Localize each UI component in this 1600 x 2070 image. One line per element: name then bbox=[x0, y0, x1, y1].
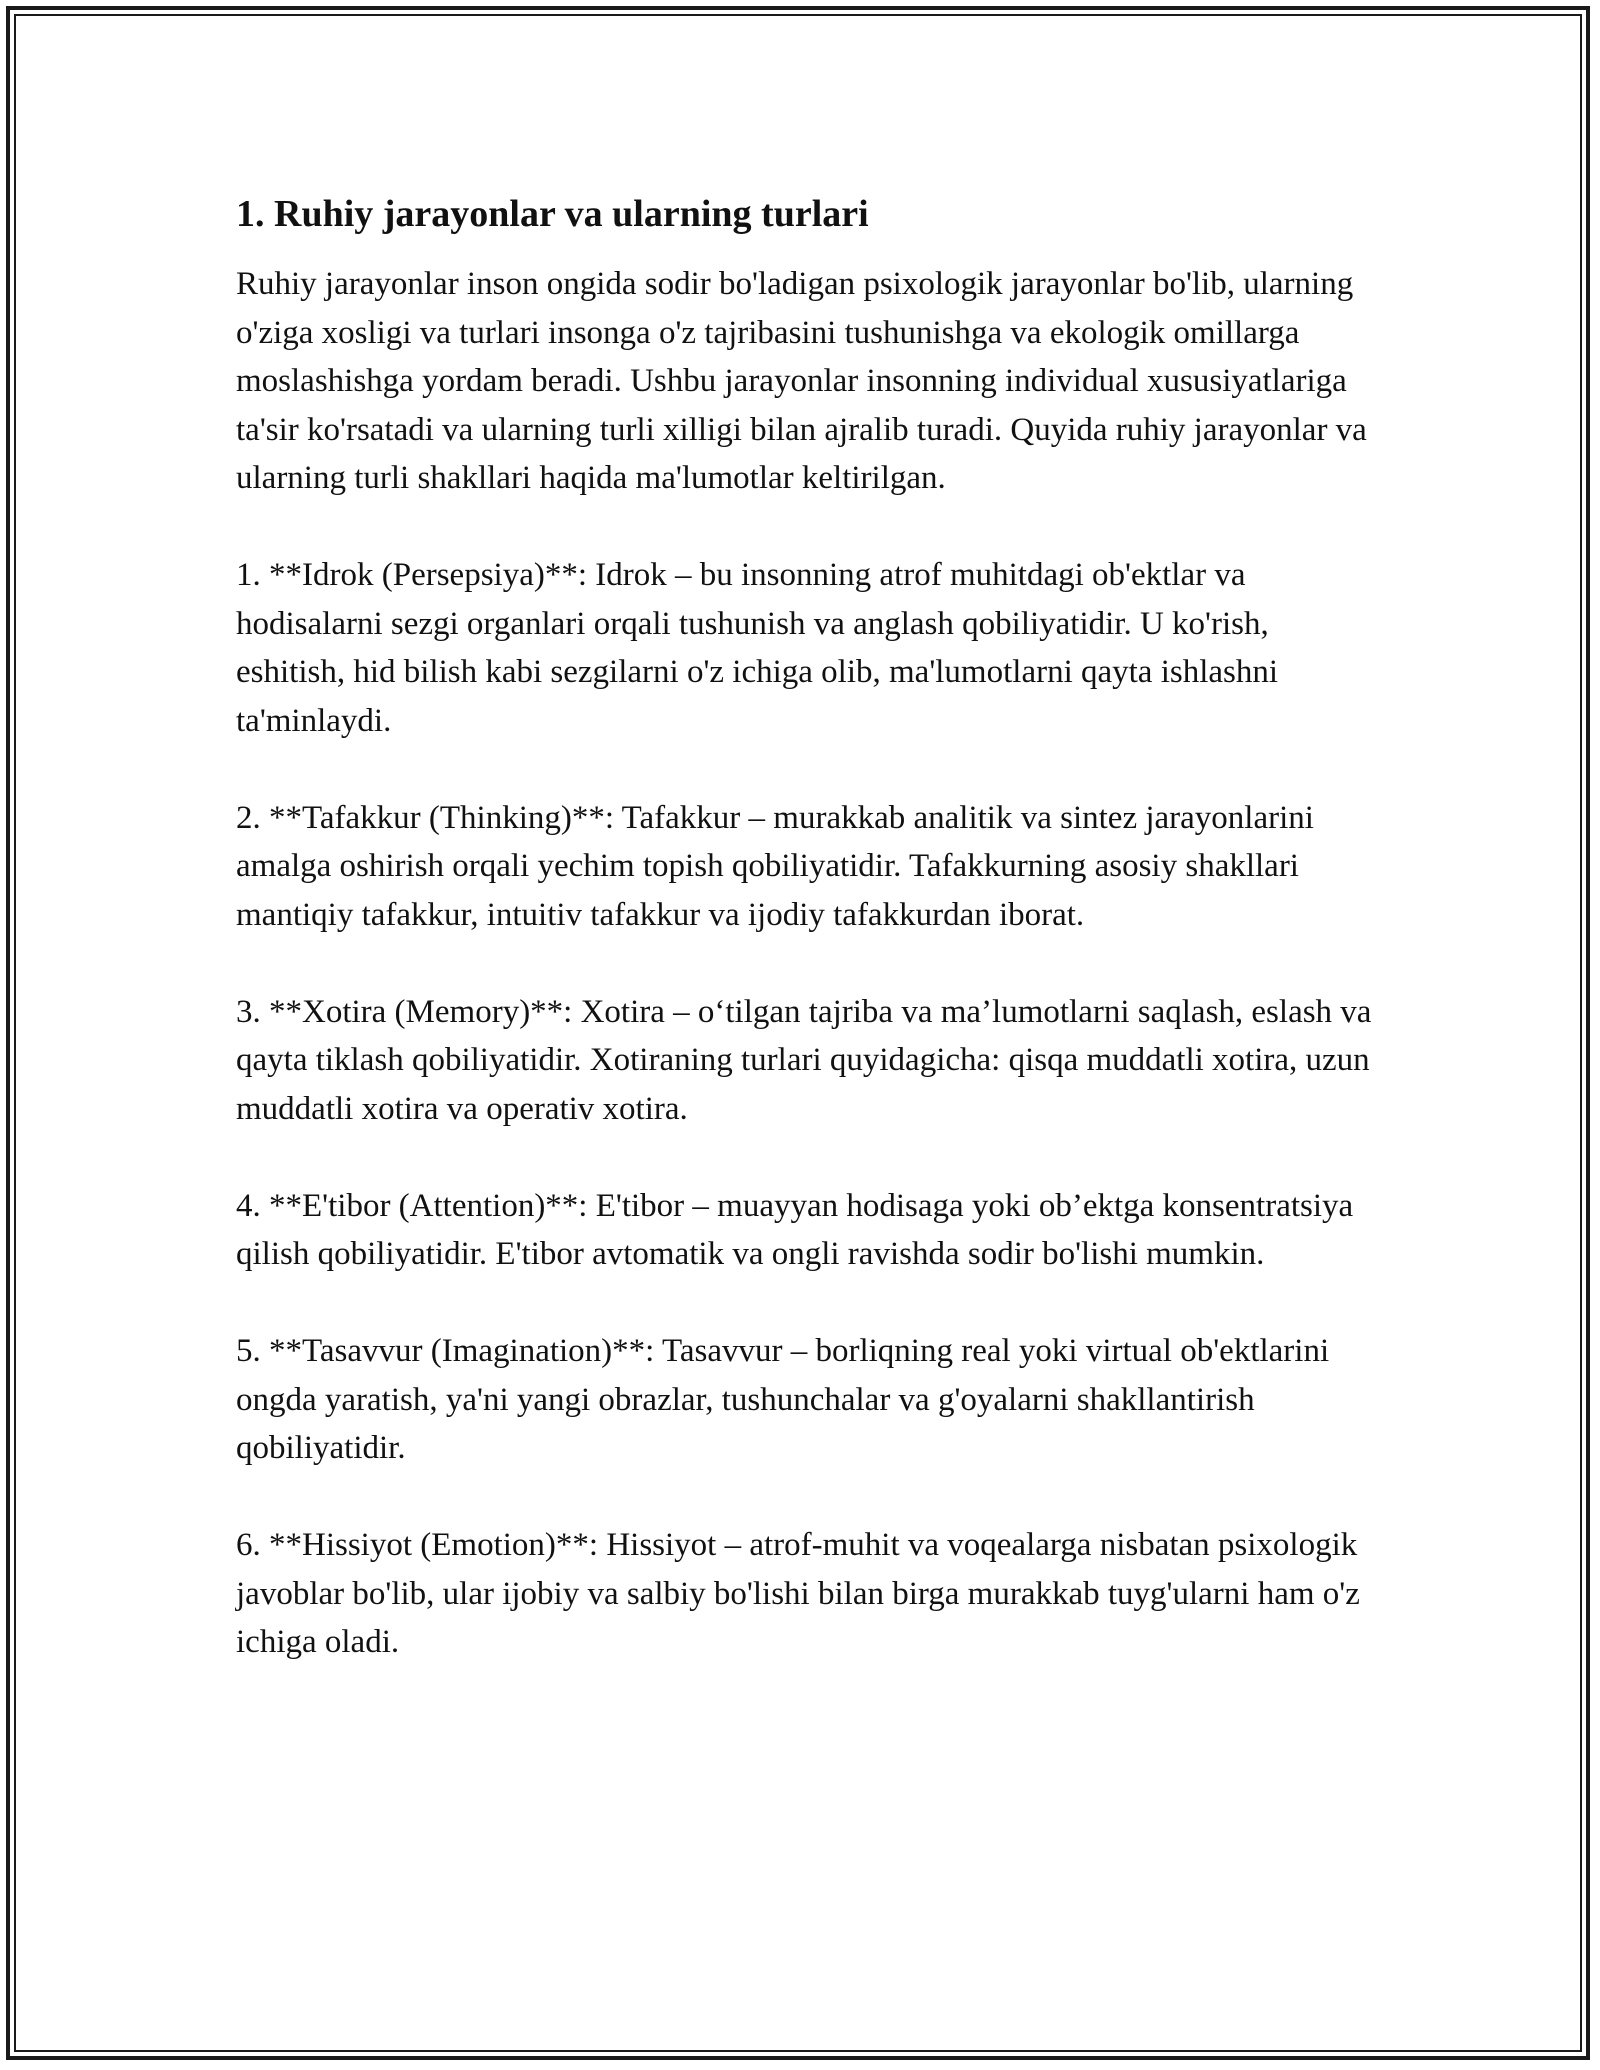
document-body bbox=[236, 188, 1376, 1715]
list-item-hissiyot: 6. **Hissiyot (Emotion)**: Hissiyot – atrof-muhit va voqealarga nisbatan psixologik javoblar bo'lib, ular ijobiy va salbiy bo'lishi bilan birga murakkab tuyg'ularni ham o'z ichiga oladi. bbox=[236, 1527, 1360, 1660]
intro-paragraph: Ruhiy jarayonlar inson ongida sodir bo'ladigan psixologik jarayonlar bo'lib, ularning o'ziga xosligi va turlari insonga o'z tajribasini tushunishga va ekologik omillarga moslashishga yordam beradi. Ushbu jarayonlar insonning individual xususiyatlariga ta'sir ko'rsatadi va ularning turli xilligi bilan ajralib turadi. Quyida ruhiy jarayonlar va ularning turli shakllari haqida ma'lumotlar keltirilgan. bbox=[236, 266, 1367, 496]
list-item-idrok: 1. **Idrok (Persepsiya)**: Idrok – bu insonning atrof muhitdagi ob'ektlar va hodisalarni sezgi organlari orqali tushunish va anglash qobiliyatidir. U ko'rish, eshitish, hid bilish kabi sezgilarni o'z ichiga olib, ma'lumotlarni qayta ishlashni ta'minlaydi. bbox=[236, 557, 1279, 739]
document-title: 1. Ruhiy jarayonlar va ularning turlari bbox=[236, 193, 869, 235]
list-item-etibor: 4. **E'tibor (Attention)**: E'tibor – muayyan hodisaga yoki ob’ektga konsentratsiya qilish qobiliyatidir. E'tibor avtomatik va ongli ravishda sodir bo'lishi mumkin. bbox=[236, 1187, 1354, 1272]
list-item-xotira: 3. **Xotira (Memory)**: Xotira – o‘tilgan tajriba va ma’lumotlarni saqlash, eslash va qayta tiklash qobiliyatidir. Xotiraning turlari quyidagicha: qisqa muddatli xotira, uzun muddatli xotira va operativ xotira. bbox=[236, 993, 1372, 1127]
list-item-tafakkur: 2. **Tafakkur (Thinking)**: Tafakkur – murakkab analitik va sintez jarayonlarini amalga oshirish orqali yechim topish qobiliyatidir. Tafakkurning asosiy shakllari mantiqiy tafakkur, intuitiv tafakkur va ijodiy tafakkurdan iborat. bbox=[236, 799, 1314, 933]
list-item-tasavvur: 5. **Tasavvur (Imagination)**: Tasavvur – borliqning real yoki virtual ob'ektlarini ongda yaratish, ya'ni yangi obrazlar, tushunchalar va g'oyalarni shakllantirish qobiliyatidir. bbox=[236, 1333, 1330, 1466]
